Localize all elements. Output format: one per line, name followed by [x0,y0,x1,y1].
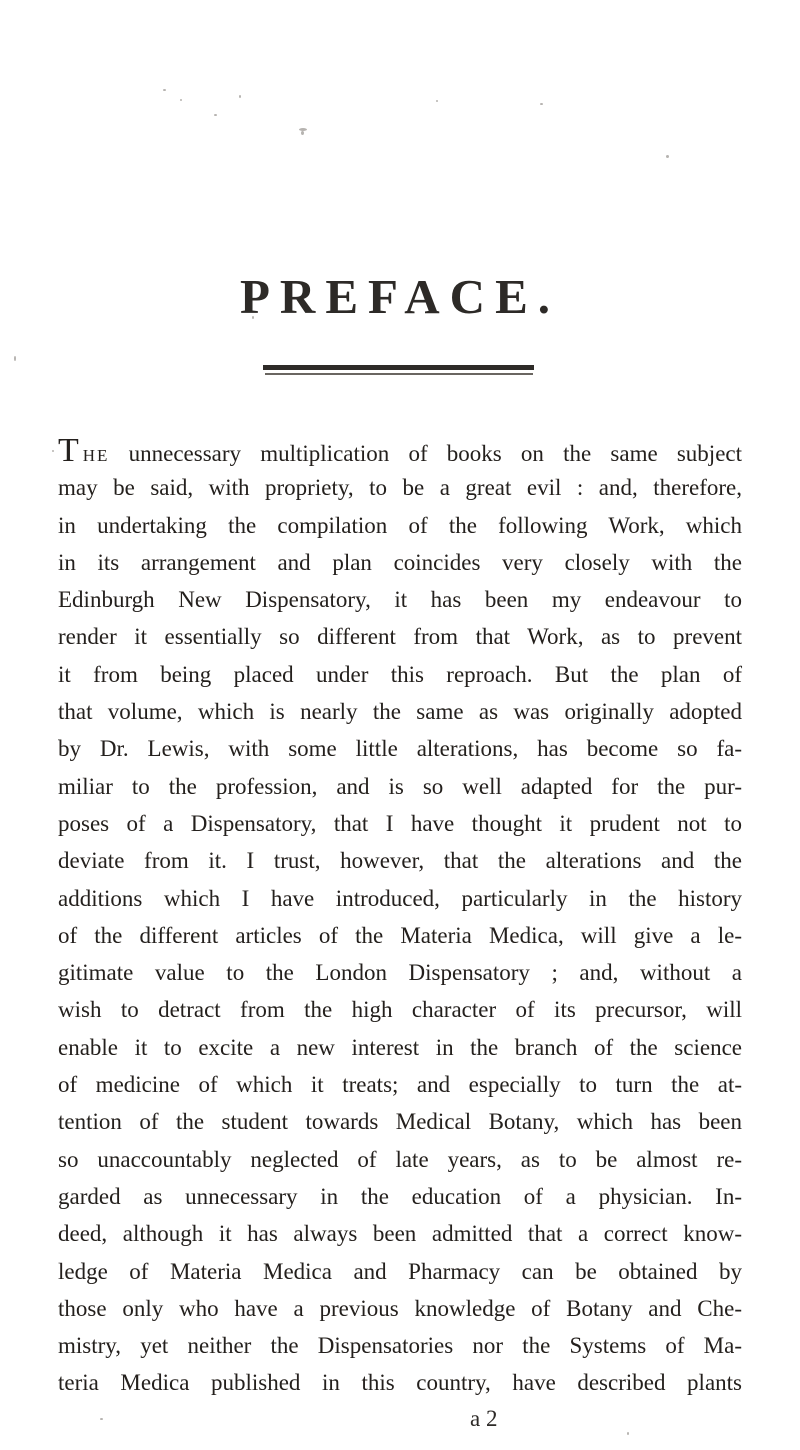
preface-title: PREFACE. [240,269,560,324]
text-line: Edinburgh New Dispensatory, it has been my endeavour to [58,587,742,613]
signature-mark: a 2 [470,1406,498,1431]
preface-paragraph [58,432,742,1402]
text-line-first [58,432,742,469]
text-line: gitimate value to the London Dispensatory ; and, without a [58,960,742,986]
initial-letter: T [58,432,79,469]
text-line: may be said, with propriety, to be a great evil : and, therefore, [58,475,742,501]
text-line: wish to detract from the high character of its precursor, will [58,997,742,1023]
text-line: by Dr. Lewis, with some little alterations, has become so fa- [58,736,742,762]
text-line: tention of the student towards Medical Botany, which has been [58,1109,742,1135]
text-line: enable it to excite a new interest in the branch of the science [58,1034,742,1060]
first-word-rest: HE [82,446,110,465]
text-line: of the different articles of the Materia Medica, will give a le- [58,922,742,948]
text-line: unnecessary multiplication of books on the same subject [128,441,742,466]
text-line: it from being placed under this reproach. But the plan of [58,661,742,687]
text-line: additions which I have introduced, particularly in the history [58,885,742,911]
text-line: garded as unnecessary in the education of a physician. In- [58,1183,742,1209]
text-line: ledge of Materia Medica and Pharmacy can be obtained by [58,1258,742,1284]
text-line: so unaccountably neglected of late years, as to be almost re- [58,1146,742,1172]
text-line: miliar to the profession, and is so well adapted for the pur- [58,773,742,799]
text-line: mistry, yet neither the Dispensatories nor the Systems of Ma- [58,1333,742,1359]
text-line: deviate from it. I trust, however, that the alterations and the [58,848,742,874]
text-line: render it essentially so different from that Work, as to prevent [58,624,742,650]
text-line: in undertaking the compilation of the following Work, which [58,512,742,538]
text-line: that volume, which is nearly the same as was originally adopted [58,699,742,725]
text-line: those only who have a previous knowledge of Botany and Che- [58,1295,742,1321]
title-rule-thick [263,365,534,370]
text-line: of medicine of which it treats; and especially to turn the at- [58,1072,742,1098]
title-rule-thin [265,373,533,375]
text-line: poses of a Dispensatory, that I have thought it prudent not to [58,810,742,836]
text-line: deed, although it has always been admitted that a correct know- [58,1221,742,1247]
text-line: in its arrangement and plan coincides very closely with the [58,549,742,575]
text-line: teria Medica published in this country, have described plants [58,1370,742,1396]
